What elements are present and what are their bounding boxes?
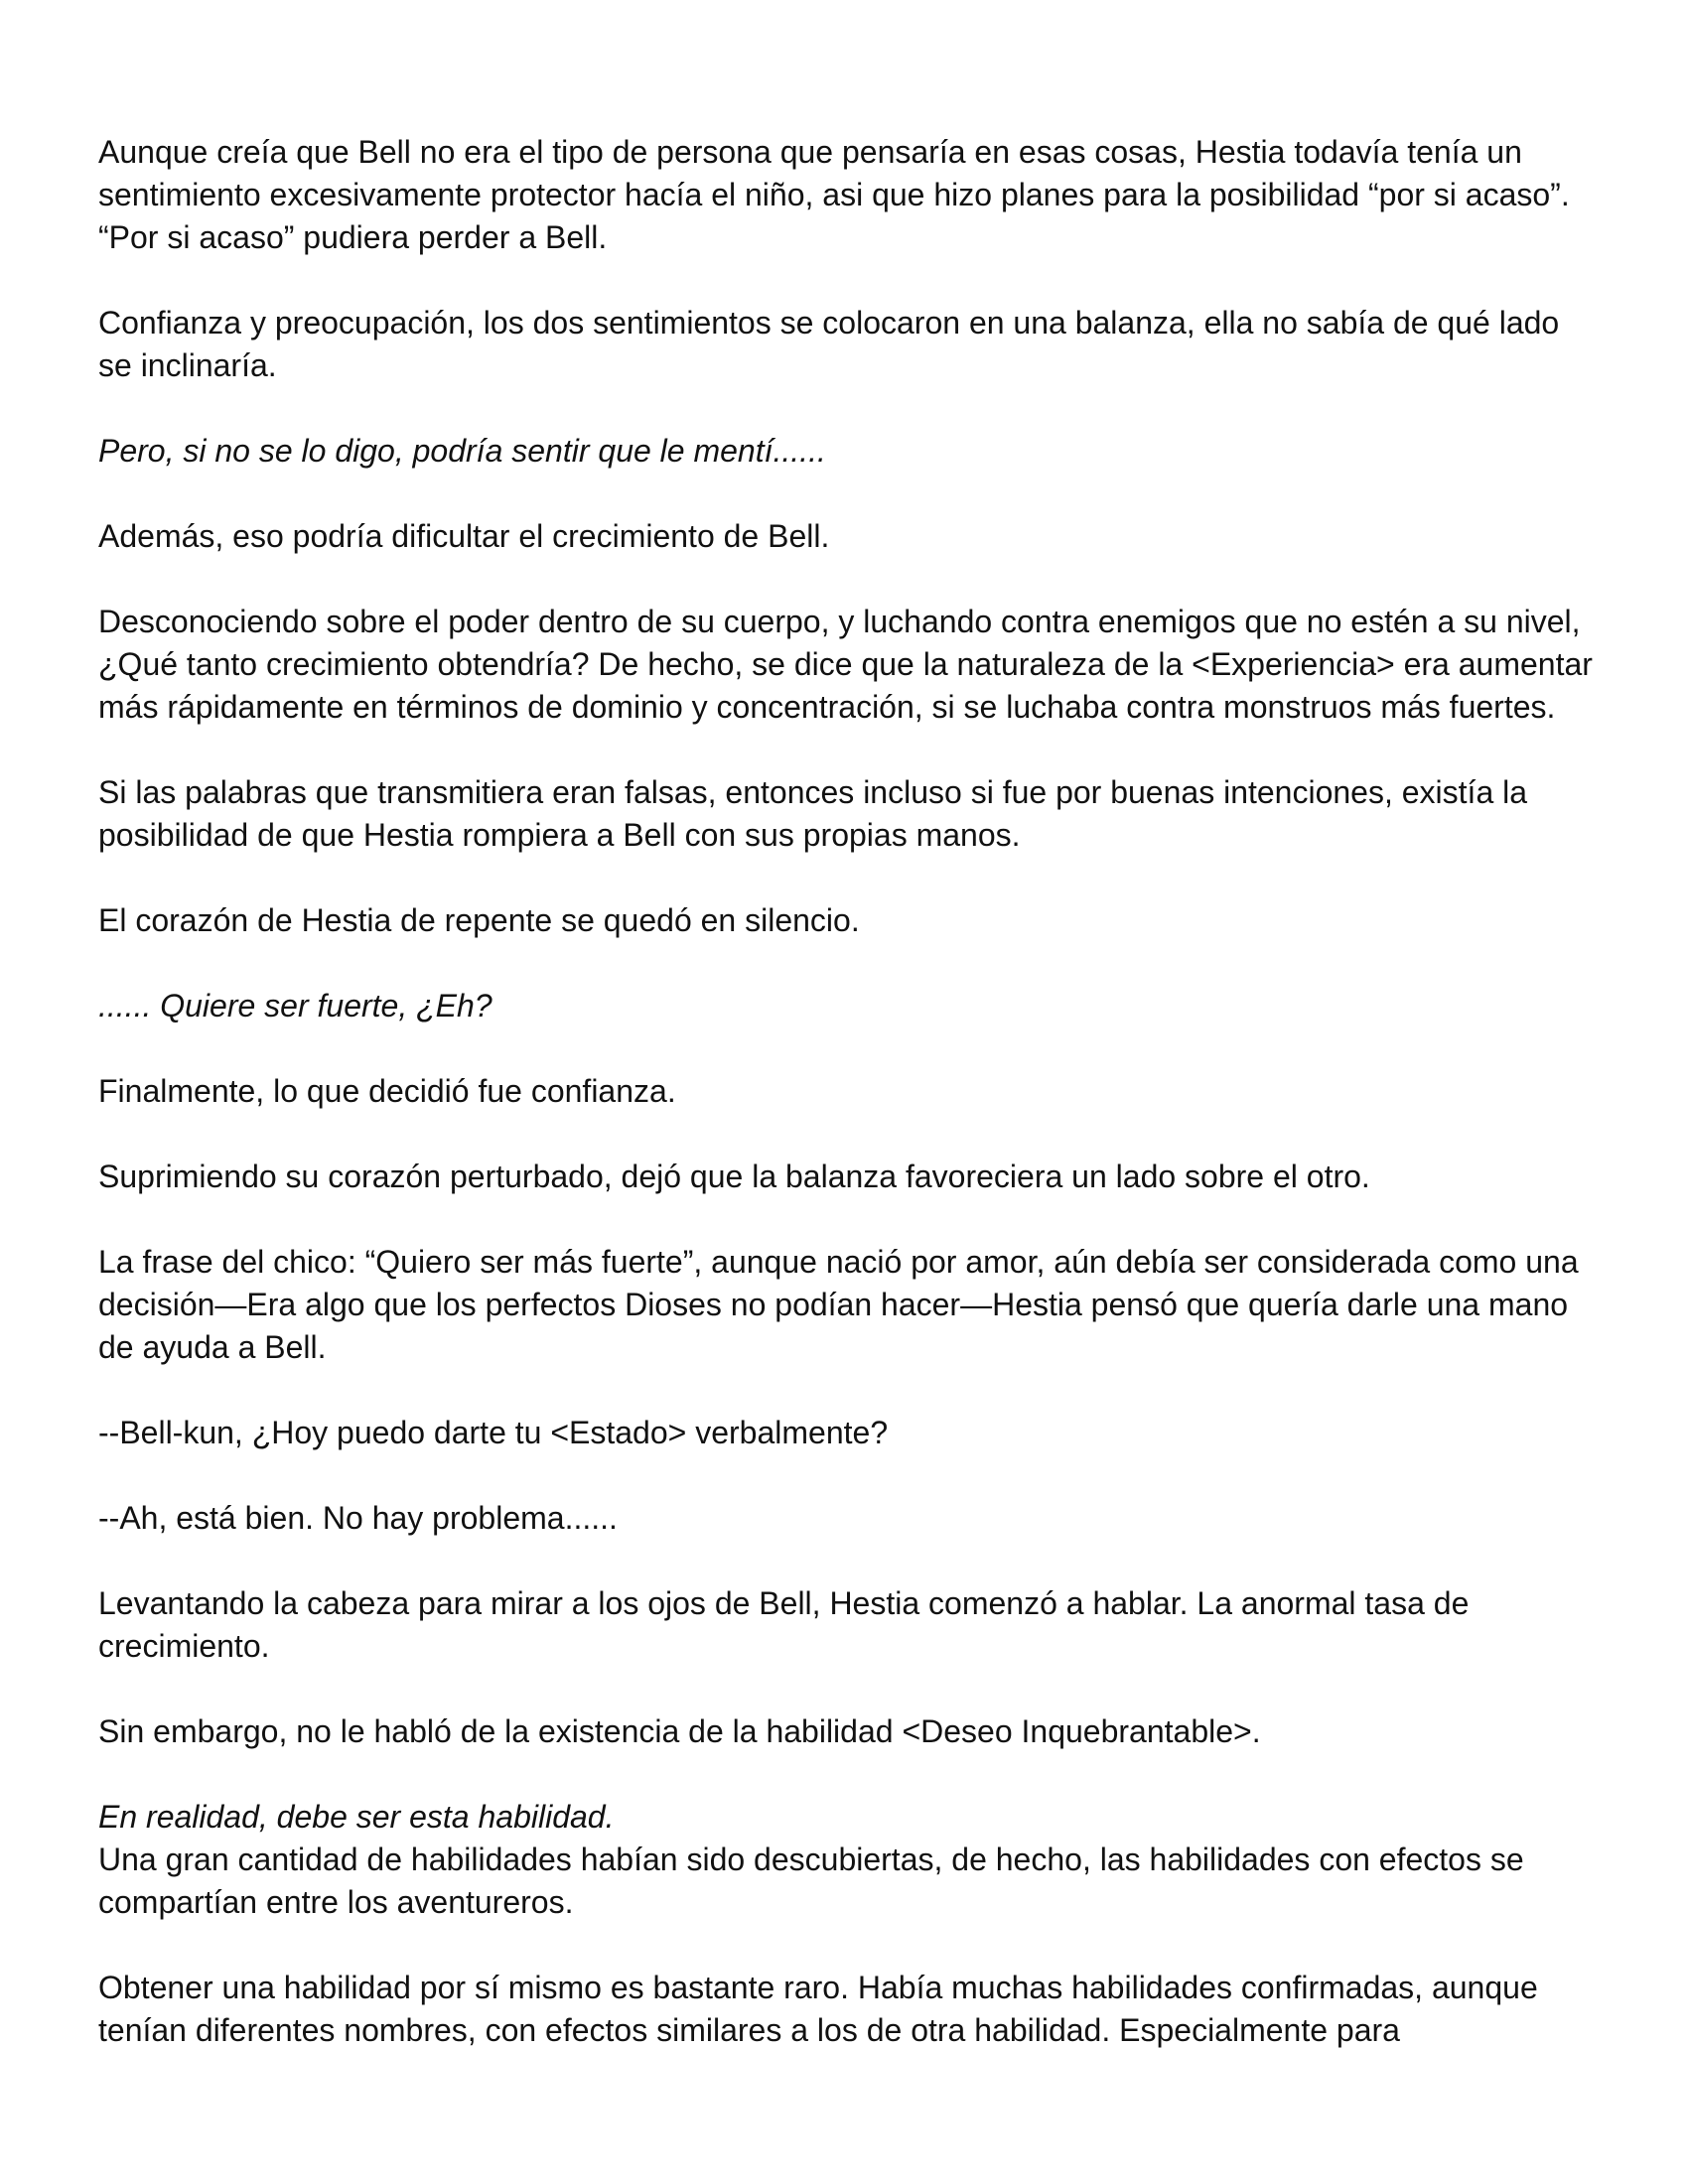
paragraph-9: Finalmente, lo que decidió fue confianza. [98, 1073, 676, 1109]
paragraph-16-italic-thought: En realidad, debe ser esta habilidad. [98, 1799, 615, 1835]
paragraph-8-italic-thought: ...... Quiere ser fuerte, ¿Eh? [98, 988, 492, 1024]
document-body [98, 131, 1600, 2095]
paragraph-1: Aunque creía que Bell no era el tipo de persona que pensaría en esas cosas, Hestia todavía tenía un sentimiento excesivamente protector hacía el niño, asi que hizo planes para la posibilidad “por si acaso”. “Por si acaso” pudiera perder a Bell. [98, 134, 1570, 255]
paragraph-18: Obtener una habilidad por sí mismo es bastante raro. Había muchas habilidades confirmadas, aunque tenían diferentes nombres, con efectos similares a los de otra habilidad. Especialmente para [98, 1970, 1538, 2048]
paragraph-5: Desconociendo sobre el poder dentro de su cuerpo, y luchando contra enemigos que no estén a su nivel, ¿Qué tanto crecimiento obtendría? De hecho, se dice que la naturaleza de la <Experiencia> era aumentar más rápidamente en términos de dominio y concentración, si se luchaba contra monstruos más fuertes. [98, 604, 1593, 725]
paragraph-13-dialogue: --Ah, está bien. No hay problema...... [98, 1500, 618, 1536]
paragraph-2: Confianza y preocupación, los dos sentimientos se colocaron en una balanza, ella no sabía de qué lado se inclinaría. [98, 305, 1560, 383]
paragraph-7: El corazón de Hestia de repente se quedó en silencio. [98, 902, 860, 938]
paragraph-11: La frase del chico: “Quiero ser más fuerte”, aunque nació por amor, aún debía ser considerada como una decisión—Era algo que los perfectos Dioses no podían hacer—Hestia pensó que quería darle una mano de ayuda a Bell. [98, 1244, 1579, 1365]
paragraph-4: Además, eso podría dificultar el crecimiento de Bell. [98, 518, 830, 554]
paragraph-14: Levantando la cabeza para mirar a los ojos de Bell, Hestia comenzó a hablar. La anormal tasa de crecimiento. [98, 1585, 1470, 1664]
paragraph-6: Si las palabras que transmitiera eran falsas, entonces incluso si fue por buenas intenciones, existía la posibilidad de que Hestia rompiera a Bell con sus propias manos. [98, 774, 1528, 853]
paragraph-15: Sin embargo, no le habló de la existencia de la habilidad <Deseo Inquebrantable>. [98, 1713, 1261, 1749]
paragraph-17: Una gran cantidad de habilidades habían sido descubiertas, de hecho, las habilidades con efectos se compartían entre los aventureros. [98, 1842, 1524, 1920]
paragraph-3-italic-thought: Pero, si no se lo digo, podría sentir que le mentí...... [98, 433, 826, 469]
paragraph-10: Suprimiendo su corazón perturbado, dejó que la balanza favoreciera un lado sobre el otro. [98, 1159, 1370, 1194]
paragraph-12-dialogue: --Bell-kun, ¿Hoy puedo darte tu <Estado> verbalmente? [98, 1415, 889, 1450]
